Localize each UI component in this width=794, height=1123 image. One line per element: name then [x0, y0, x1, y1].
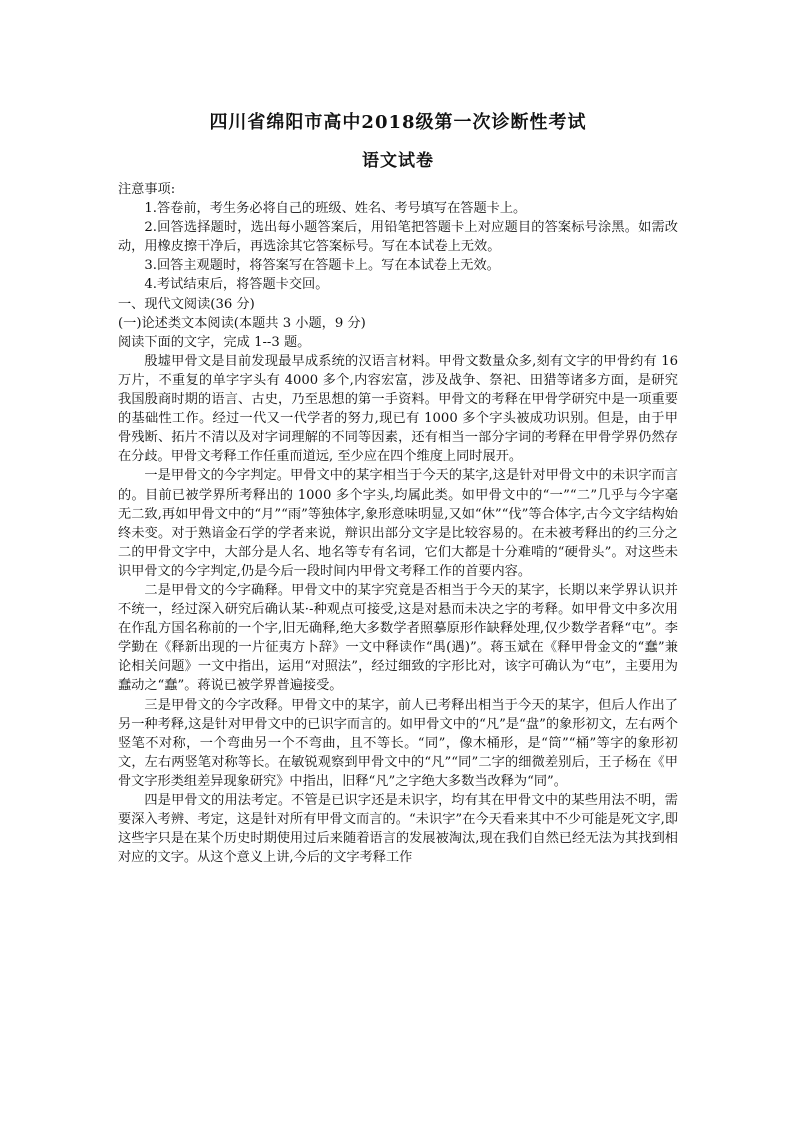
notice-item: 2.回答选择题时，选出每小题答案后，用铅笔把答题卡上对应题目的答案标号涂黑。如需改动，用橡皮擦干净后，再选涂其它答案标号。写在本试卷上无效。	[118, 220, 678, 255]
notice-heading: 注意事项:	[118, 182, 176, 197]
subsection-heading: (一)论述类文本阅读(本题共 3 小题，9 分)	[118, 315, 366, 331]
notice-item: 1.答卷前，考生务必将自己的班级、姓名、考号填写在答题卡上。	[144, 201, 527, 217]
passage-paragraph: 殷墟甲骨文是目前发现最早成系统的汉语言材料。甲骨文数量众多,刻有文字的甲骨约有 16 万片，不重复的单字字头有 4000 多个,内容宏富，涉及战争、祭祀、田猎等诸多方面，是研究我国殷商时期的语言、古史，乃至思想的第一手资料。甲骨文的考释在甲骨学研究中是一项重要的基础性工作。经过一代又一代学者的努力,现已有 1000 多个字头被成功识别。但是，由于甲骨残断、拓片不清以及对字词理解的不同等因素，还有相当一部分字词的考释在甲骨学界仍然存在分歧。甲骨文考释工作任重而道远, 至少应在四个维度上同时展开。	[118, 353, 678, 465]
passage-paragraph: 三是甲骨文的今字改释。甲骨文中的某字，前人已考释出相当于今天的某字，但后人作出了另一种考释,这是针对甲骨文中的已识字而言的。如甲骨文中的“凡”是“盘”的象形初文，左右两个竖笔不对称，一个弯曲另一个不弯曲，且不等长。“同”，像木桶形，是“筒”“桶”等字的象形初文，左右两竖笔对称等长。在敏锐观察到甲骨文中的“凡”“同”二字的细微差别后，王子杨在《甲骨文字形类组差异现象研究》中指出，旧释“凡”之字绝大多数当改释为“同”。	[118, 697, 678, 789]
reading-instruction: 阅读下面的文字，完成 1--3 题。	[118, 334, 311, 350]
exam-title: 四川省绵阳市高中2018级第一次诊断性考试	[209, 112, 587, 133]
passage-paragraph: 二是甲骨文的今字确释。甲骨文中的某字究竟是否相当于今天的某字，长期以来学界认识并不统一，经过深入研究后确认某·-种观点可接受,这是对悬而未决之字的考释。如甲骨文中多次用在作乱方国名称前的一个字,旧无确释,绝大多数学者照摹原形作缺释处理,仅少数学者释“屯”。李学勤在《释新出现的一片征夷方卜辞》一文中释读作“禺(遇)”。蒋玉斌在《释甲骨金文的“蠢”兼论相关问题》一文中指出，运用“对照法”，经过细致的字形比对，该字可确认为“屯”，主要用为蠢动之“蠢”。蒋说已被学界普遍接受。	[118, 582, 678, 694]
section-heading: 一、现代文阅读(36 分)	[118, 296, 255, 312]
passage-paragraph: 四是甲骨文的用法考定。不管是已识字还是未识字，均有其在甲骨文中的某些用法不明，需要深入考辨、考定，这是针对所有甲骨文而言的。“未识字”在今天看来其中不少可能是死文字,即这些字只是在某个历史时期使用过后来随着语言的发展被淘汰,现在我们自然已经无法为其找到相对应的文字。从这个意义上讲,今后的文字考释工作	[118, 793, 678, 866]
notice-item: 3.回答主观题时，将答案写在答题卡上。写在本试卷上无效。	[144, 258, 500, 274]
passage-paragraph: 一是甲骨文的今字判定。甲骨文中的某字相当于今天的某字,这是针对甲骨文中的未识字而言的。目前已被学界所考释出的 1000 多个字头,均属此类。如甲骨文中的“一”“二”几乎与今字毫无二致,再如甲骨文中的“月”“雨”等独体字,象形意味明显,又如“休”“伐”等合体字,古今文字结构始终未变。对于熟谙金石学的学者来说，辩识出部分文字是比较容易的。在未被考释出的约三分之二的甲骨文字中，大部分是人名、地名等专有名词，它们大都是十分难啃的“硬骨头”。对这些未识甲骨文的今字判定,仍是今后一段时间内甲骨文考释工作的首要内容。	[118, 468, 678, 579]
notice-item: 4.考试结束后，将答题卡交回。	[144, 277, 329, 293]
exam-subtitle: 语文试卷	[362, 151, 434, 171]
exam-body	[118, 180, 678, 867]
